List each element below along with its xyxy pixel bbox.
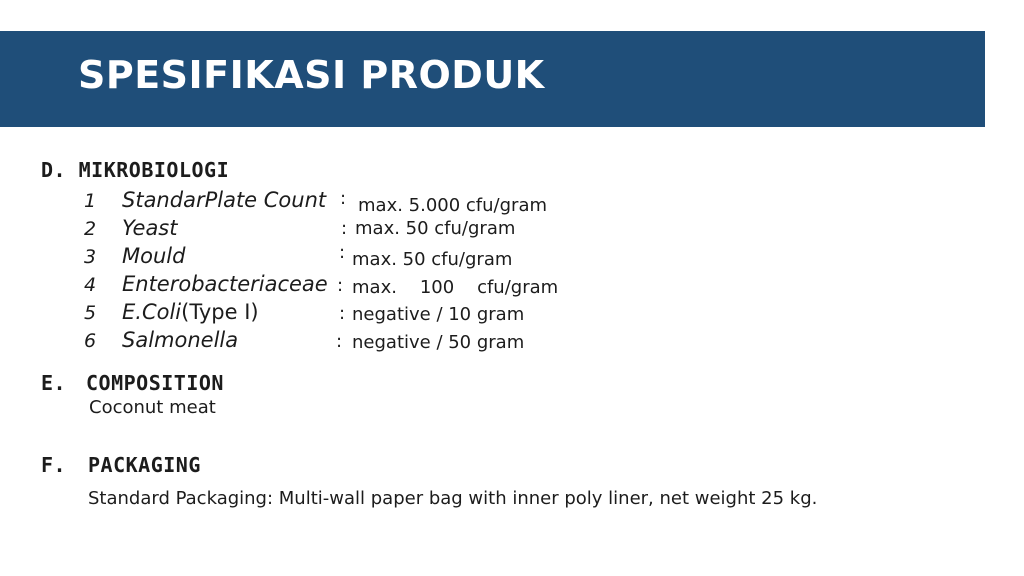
item-value: max. 100 cfu/gram xyxy=(352,277,559,298)
list-item xyxy=(0,302,700,328)
page-title: SPESIFIKASI PRODUK xyxy=(78,53,545,97)
item-value: negative / 50 gram xyxy=(352,332,525,353)
composition-text: Coconut meat xyxy=(89,397,216,418)
item-name: Mould xyxy=(122,244,186,268)
item-name: Yeast xyxy=(122,216,178,240)
item-number: 2 xyxy=(84,218,97,240)
item-number: 5 xyxy=(84,302,97,324)
item-value: max. 50 cfu/gram xyxy=(355,218,516,239)
item-name-plain: (Type I) xyxy=(181,300,259,324)
item-colon: : xyxy=(336,331,343,352)
section-e-letter: E. xyxy=(41,371,67,395)
list-item xyxy=(0,274,700,300)
item-value: max. 50 cfu/gram xyxy=(352,249,513,270)
item-colon: : xyxy=(339,303,346,324)
item-number: 4 xyxy=(84,274,97,296)
section-f-heading: PACKAGING xyxy=(88,453,201,477)
item-name: StandarPlate Count xyxy=(122,188,327,212)
section-f-letter: F. xyxy=(41,453,67,477)
list-item xyxy=(0,242,700,272)
item-colon: : xyxy=(340,188,347,209)
item-name: Enterobacteriaceae xyxy=(122,272,328,296)
list-item xyxy=(0,190,700,216)
item-colon: : xyxy=(341,218,348,239)
item-name-italic: E.Coli xyxy=(122,300,182,324)
list-item xyxy=(0,218,700,244)
list-item xyxy=(0,330,700,356)
section-e-heading: COMPOSITION xyxy=(86,371,224,395)
item-number: 1 xyxy=(84,190,97,212)
item-name xyxy=(122,300,259,324)
item-name: Salmonella xyxy=(122,328,239,352)
section-d-heading: D. MIKROBIOLOGI xyxy=(41,158,230,182)
item-number: 3 xyxy=(84,246,97,268)
packaging-text: Standard Packaging: Multi-wall paper bag with inner poly liner, net weight 25 kg. xyxy=(88,488,818,509)
item-colon: : xyxy=(337,275,344,296)
item-number: 6 xyxy=(84,330,97,352)
item-value: negative / 10 gram xyxy=(352,304,525,325)
item-value: max. 5.000 cfu/gram xyxy=(358,195,548,216)
item-colon: : xyxy=(339,242,346,263)
